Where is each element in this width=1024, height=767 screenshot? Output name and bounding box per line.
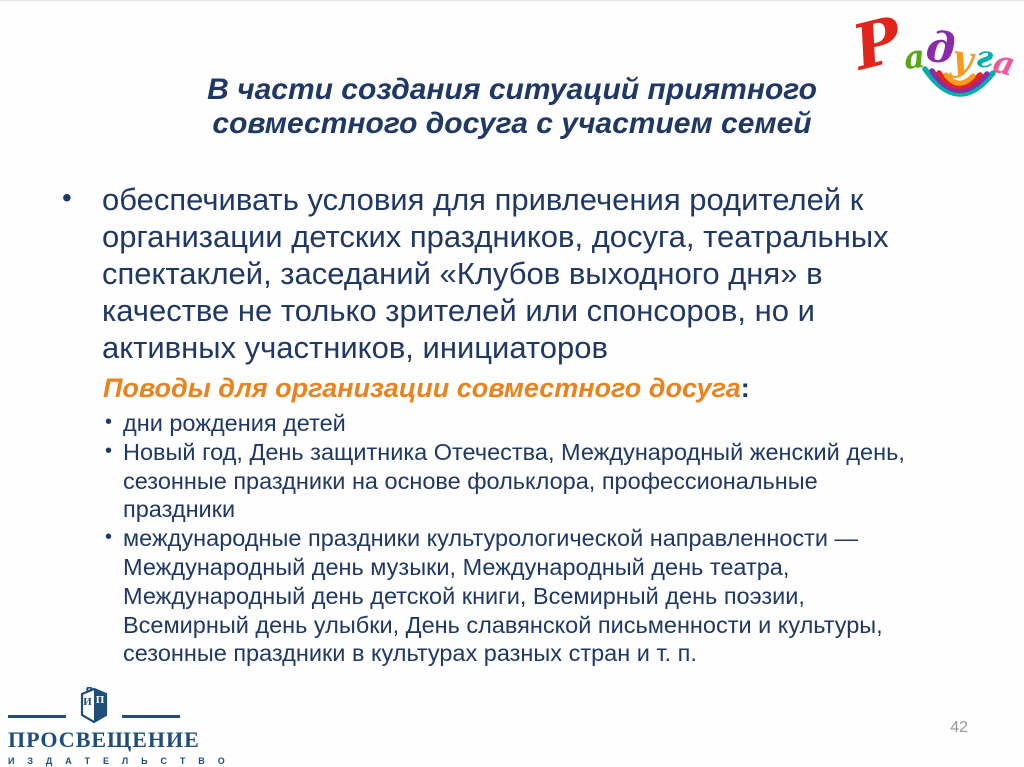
raduga-letter: г <box>974 39 995 76</box>
publisher-subtitle: И З Д А Т Е Л Ь С Т В О <box>8 756 230 766</box>
publisher-name: ПРОСВЕЩЕНИЕ <box>8 727 200 752</box>
slide-title-line-1: В части создания ситуаций приятного <box>207 73 817 106</box>
prosveshchenie-emblem-icon <box>74 687 114 725</box>
subsection-heading-colon: : <box>740 373 750 403</box>
sub-bullet-text: международные праздники культурологической направленности — Международный день музыки, Международный день театра, Международный день детской книги, Всемирный день поэзии, Всемирный день улыбки, День славянской письменности и культуры, сезонные праздники в культурах разных стран и т. п. <box>123 525 883 667</box>
svg-text:И: И <box>83 696 92 708</box>
list-item <box>105 409 913 438</box>
prosveshchenie-emblem-row <box>8 687 180 725</box>
raduga-letter: а <box>989 42 1020 84</box>
slide-title-line-2: совместного досуга с участием семей <box>212 107 812 140</box>
main-bullet-text: обеспечивать условия для привлечения родителей к организации детских праздников, досуга, театральных спектаклей, заседаний «Клубов выходного дня» в качестве не только зрителей или спонсоров, но и активных участников, инициаторов <box>102 182 889 365</box>
raduga-letter: д <box>924 22 957 73</box>
page-number: 42 <box>950 719 968 736</box>
sub-bullet-text: дни рождения детей <box>123 410 346 436</box>
sub-bullet-list <box>105 409 913 668</box>
logo-rule-right <box>122 715 180 718</box>
subsection-heading-text: Поводы для организации совместного досуга <box>103 373 741 403</box>
raduga-letter: а <box>902 37 927 77</box>
sub-bullet-text: Новый год, День защитника Отечества, Международный женский день, сезонные праздники на основе фольклора, профессиональные праздники <box>123 438 905 523</box>
rainbow-arcs-icon <box>922 63 998 109</box>
svg-text:П: П <box>95 694 105 706</box>
slide-title <box>112 73 912 141</box>
raduga-letter: Р <box>845 2 909 85</box>
list-item <box>60 181 932 366</box>
bullet-marker: • <box>62 182 72 213</box>
bullet-marker: • <box>105 411 113 433</box>
bullet-marker: • <box>105 439 113 462</box>
list-item <box>105 438 913 524</box>
main-bullet-list <box>60 181 932 366</box>
list-item <box>105 524 913 668</box>
raduga-letter: у <box>948 36 977 82</box>
logo-rule-left <box>8 715 66 718</box>
subsection-heading <box>103 373 750 403</box>
bullet-marker: • <box>105 526 113 549</box>
prosveshchenie-logo <box>8 687 230 766</box>
